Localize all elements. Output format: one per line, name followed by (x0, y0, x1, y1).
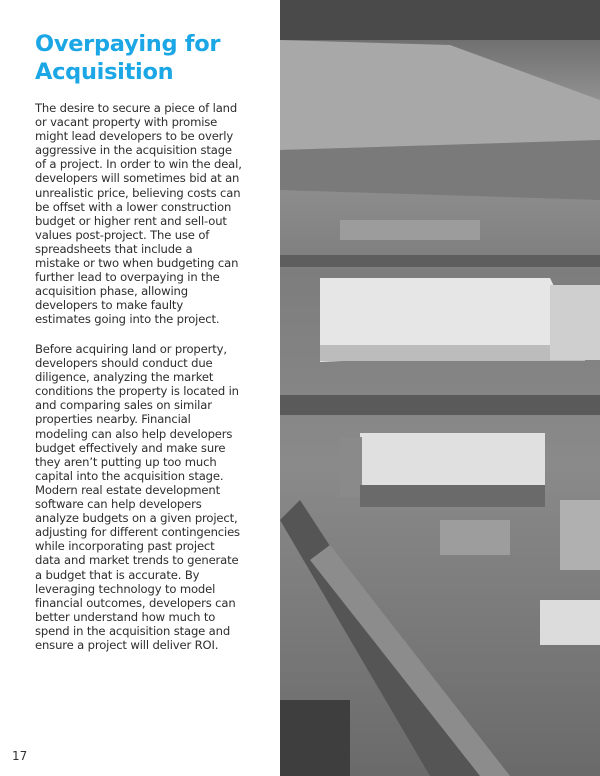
title-line: Overpaying for (35, 31, 221, 57)
title-line: Acquisition (35, 59, 174, 85)
text-line: leveraging technology to model (35, 581, 216, 596)
text-line: modeling can also help developers (35, 426, 233, 441)
text-column (0, 0, 280, 776)
paragraph-2 (35, 342, 240, 652)
text-line: they aren’t putting up too much (35, 454, 217, 469)
text-line: properties nearby. Financial (35, 412, 191, 427)
text-line: might lead developers to be overly (35, 129, 234, 144)
text-line: budget effectively and make sure (35, 440, 226, 455)
text-line: or vacant property with promise (35, 115, 218, 130)
aerial-photo-image (280, 0, 600, 776)
text-line: financial outcomes, developers can (35, 595, 236, 610)
text-line: developers will sometimes bid at an (35, 171, 240, 186)
text-line: aggressive in the acquisition stage (35, 143, 232, 158)
paragraph-1 (35, 101, 242, 327)
text-line: better understand how much to (35, 609, 216, 624)
text-line: analyze budgets on a given project, (35, 511, 238, 526)
text-line: Before acquiring land or property, (35, 342, 227, 356)
text-line: estimates going into the project. (35, 312, 220, 327)
text-line: data and market trends to generate (35, 553, 239, 568)
text-line: a budget that is accurate. By (35, 567, 200, 582)
text-line: acquisition phase, allowing (35, 284, 188, 299)
text-line: of a project. In order to win the deal, (35, 157, 242, 172)
aerial-industrial-photo (280, 0, 600, 776)
text-line: unrealistic price, believing costs can (35, 185, 241, 200)
text-line: Modern real estate development (35, 482, 221, 497)
text-line: capital into the acquisition stage. (35, 468, 224, 483)
text-line: developers should conduct due (35, 356, 213, 371)
text-line: and comparing sales on similar (35, 398, 212, 413)
text-line: conditions the property is located in (35, 384, 239, 399)
text-line: further lead to overpaying in the (35, 270, 220, 285)
text-line: developers to make faulty (35, 298, 184, 313)
text-line: The desire to secure a piece of land (35, 101, 238, 115)
page-title (35, 30, 220, 86)
text-line: budget or higher rent and sell-out (35, 213, 227, 228)
text-line: spend in the acquisition stage and (35, 623, 231, 638)
text-line: values post-project. The use of (35, 227, 210, 242)
text-line: ensure a project will deliver ROI. (35, 637, 219, 652)
text-line: diligence, analyzing the market (35, 370, 214, 385)
text-line: mistake or two when budgeting can (35, 256, 239, 271)
text-line: while incorporating past project (35, 539, 215, 554)
text-line: spreadsheets that include a (35, 241, 193, 256)
page-number: 17 (12, 749, 28, 763)
text-line: be offset with a lower construction (35, 199, 232, 214)
text-line: software can help developers (35, 497, 202, 512)
text-line: adjusting for different contingencies (35, 525, 240, 540)
